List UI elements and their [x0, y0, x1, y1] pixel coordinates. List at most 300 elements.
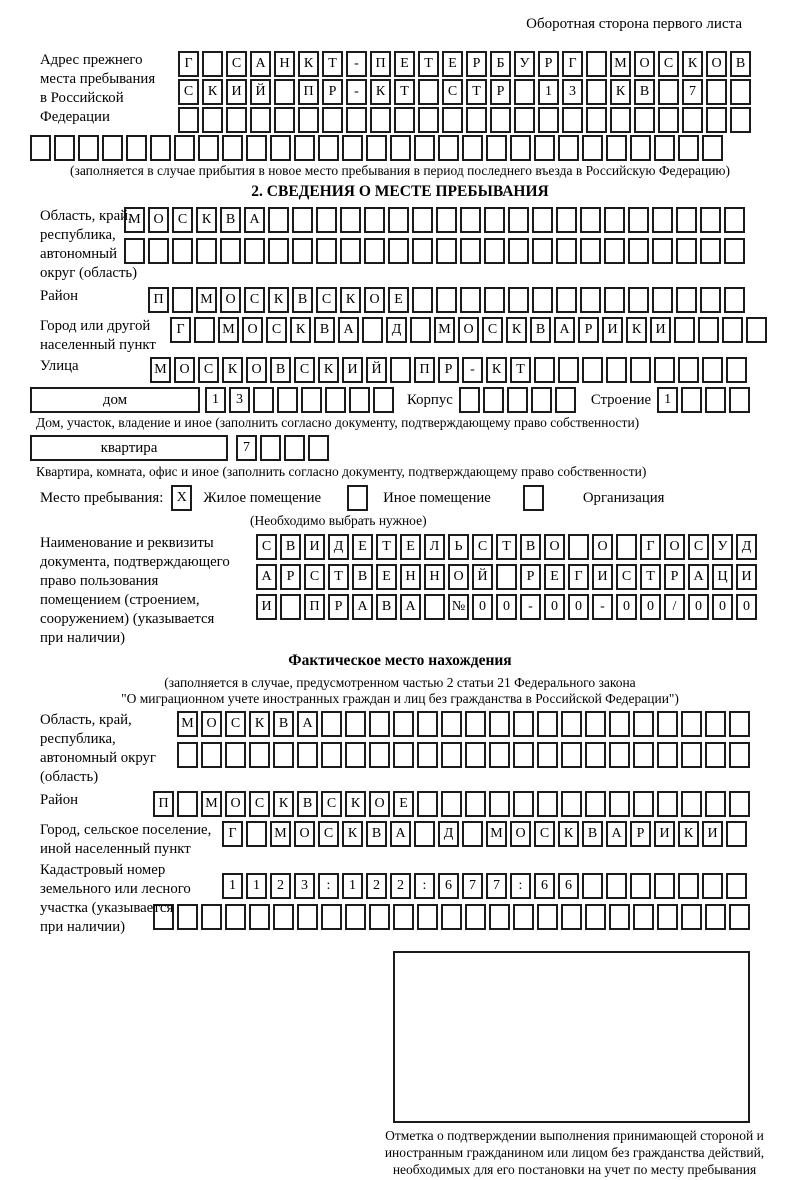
char-cell[interactable]	[260, 435, 281, 461]
char-cell[interactable]	[417, 742, 438, 768]
char-cell[interactable]	[202, 107, 223, 133]
char-cell[interactable]: Г	[640, 534, 661, 560]
char-cell[interactable]	[606, 357, 627, 383]
char-cell[interactable]	[273, 742, 294, 768]
char-cell[interactable]: О	[364, 287, 385, 313]
char-cell[interactable]	[705, 904, 726, 930]
char-cell[interactable]	[513, 904, 534, 930]
char-cell[interactable]	[462, 135, 483, 161]
char-cell[interactable]: П	[414, 357, 435, 383]
char-cell[interactable]	[606, 135, 627, 161]
char-cell[interactable]: Т	[510, 357, 531, 383]
char-cell[interactable]	[682, 107, 703, 133]
char-cell[interactable]: С	[178, 79, 199, 105]
char-cell[interactable]: 2	[270, 873, 291, 899]
char-cell[interactable]	[633, 742, 654, 768]
char-cell[interactable]	[438, 135, 459, 161]
char-cell[interactable]	[466, 107, 487, 133]
char-cell[interactable]	[604, 238, 625, 264]
char-cell[interactable]	[534, 135, 555, 161]
char-cell[interactable]	[465, 742, 486, 768]
char-cell[interactable]	[724, 207, 745, 233]
char-cell[interactable]	[514, 107, 535, 133]
char-cell[interactable]	[630, 873, 651, 899]
char-cell[interactable]	[418, 79, 439, 105]
char-cell[interactable]	[705, 742, 726, 768]
char-cell[interactable]	[538, 107, 559, 133]
char-cell[interactable]	[345, 742, 366, 768]
char-cell[interactable]: С	[266, 317, 287, 343]
char-cell[interactable]	[628, 238, 649, 264]
char-cell[interactable]	[270, 135, 291, 161]
char-cell[interactable]: Й	[472, 564, 493, 590]
char-cell[interactable]: К	[342, 821, 363, 847]
char-cell[interactable]	[606, 873, 627, 899]
char-cell[interactable]	[585, 742, 606, 768]
char-cell[interactable]: В	[292, 287, 313, 313]
char-cell[interactable]	[418, 107, 439, 133]
char-cell[interactable]	[730, 79, 751, 105]
char-cell[interactable]	[442, 107, 463, 133]
char-cell[interactable]: М	[124, 207, 145, 233]
char-cell[interactable]	[393, 711, 414, 737]
char-cell[interactable]	[345, 904, 366, 930]
char-cell[interactable]	[706, 107, 727, 133]
char-cell[interactable]	[633, 791, 654, 817]
char-cell[interactable]	[604, 287, 625, 313]
char-cell[interactable]	[582, 135, 603, 161]
char-cell[interactable]	[729, 904, 750, 930]
char-cell[interactable]: И	[256, 594, 277, 620]
char-cell[interactable]: Т	[394, 79, 415, 105]
char-cell[interactable]	[277, 387, 298, 413]
char-cell[interactable]	[178, 107, 199, 133]
char-cell[interactable]	[657, 904, 678, 930]
char-cell[interactable]: 1	[205, 387, 226, 413]
char-cell[interactable]: Д	[386, 317, 407, 343]
char-cell[interactable]	[561, 711, 582, 737]
char-cell[interactable]	[249, 742, 270, 768]
char-cell[interactable]	[370, 107, 391, 133]
char-cell[interactable]	[658, 79, 679, 105]
char-cell[interactable]	[394, 107, 415, 133]
char-cell[interactable]: 0	[712, 594, 733, 620]
char-cell[interactable]: Н	[274, 51, 295, 77]
char-cell[interactable]	[177, 791, 198, 817]
char-cell[interactable]	[417, 791, 438, 817]
char-cell[interactable]: 2	[390, 873, 411, 899]
char-cell[interactable]	[369, 742, 390, 768]
char-cell[interactable]	[316, 207, 337, 233]
char-cell[interactable]	[177, 742, 198, 768]
char-cell[interactable]: С	[244, 287, 265, 313]
char-cell[interactable]: Р	[578, 317, 599, 343]
char-cell[interactable]: К	[678, 821, 699, 847]
char-cell[interactable]	[225, 904, 246, 930]
char-cell[interactable]	[489, 711, 510, 737]
char-cell[interactable]	[78, 135, 99, 161]
char-cell[interactable]: С	[318, 821, 339, 847]
char-cell[interactable]: С	[658, 51, 679, 77]
char-cell[interactable]	[292, 207, 313, 233]
checkbox-organization[interactable]	[523, 485, 544, 511]
char-cell[interactable]	[322, 107, 343, 133]
char-cell[interactable]: М	[196, 287, 217, 313]
char-cell[interactable]	[460, 207, 481, 233]
char-cell[interactable]	[537, 791, 558, 817]
char-cell[interactable]: А	[338, 317, 359, 343]
char-cell[interactable]: Д	[736, 534, 757, 560]
char-cell[interactable]	[460, 238, 481, 264]
char-cell[interactable]: И	[304, 534, 325, 560]
char-cell[interactable]	[301, 387, 322, 413]
char-cell[interactable]	[414, 821, 435, 847]
char-cell[interactable]	[388, 207, 409, 233]
char-cell[interactable]	[654, 135, 675, 161]
char-cell[interactable]	[616, 534, 637, 560]
char-cell[interactable]	[441, 742, 462, 768]
char-cell[interactable]	[369, 711, 390, 737]
char-cell[interactable]	[657, 742, 678, 768]
char-cell[interactable]: В	[366, 821, 387, 847]
char-cell[interactable]	[556, 238, 577, 264]
char-cell[interactable]	[726, 873, 747, 899]
char-cell[interactable]	[390, 357, 411, 383]
char-cell[interactable]	[555, 387, 576, 413]
char-cell[interactable]	[513, 791, 534, 817]
char-cell[interactable]	[585, 791, 606, 817]
char-cell[interactable]: М	[434, 317, 455, 343]
char-cell[interactable]	[268, 238, 289, 264]
char-cell[interactable]	[410, 317, 431, 343]
char-cell[interactable]: Е	[388, 287, 409, 313]
char-cell[interactable]	[364, 238, 385, 264]
char-cell[interactable]	[424, 594, 445, 620]
char-cell[interactable]	[705, 387, 726, 413]
char-cell[interactable]: К	[626, 317, 647, 343]
char-cell[interactable]: П	[148, 287, 169, 313]
char-cell[interactable]	[102, 135, 123, 161]
char-cell[interactable]: 7	[236, 435, 257, 461]
char-cell[interactable]: Р	[490, 79, 511, 105]
char-cell[interactable]: И	[650, 317, 671, 343]
char-cell[interactable]	[537, 711, 558, 737]
char-cell[interactable]: В	[376, 594, 397, 620]
char-cell[interactable]	[226, 107, 247, 133]
char-cell[interactable]	[678, 873, 699, 899]
char-cell[interactable]	[30, 135, 51, 161]
char-cell[interactable]: 0	[616, 594, 637, 620]
char-cell[interactable]	[586, 51, 607, 77]
char-cell[interactable]	[681, 904, 702, 930]
char-cell[interactable]: 6	[438, 873, 459, 899]
char-cell[interactable]	[510, 135, 531, 161]
char-cell[interactable]	[412, 238, 433, 264]
char-cell[interactable]: К	[318, 357, 339, 383]
char-cell[interactable]: В	[297, 791, 318, 817]
char-cell[interactable]	[172, 287, 193, 313]
char-cell[interactable]	[674, 317, 695, 343]
char-cell[interactable]	[537, 904, 558, 930]
char-cell[interactable]	[604, 207, 625, 233]
char-cell[interactable]: В	[530, 317, 551, 343]
char-cell[interactable]: Р	[520, 564, 541, 590]
char-cell[interactable]	[724, 238, 745, 264]
char-cell[interactable]	[489, 904, 510, 930]
char-cell[interactable]	[531, 387, 552, 413]
char-cell[interactable]: О	[242, 317, 263, 343]
char-cell[interactable]	[633, 711, 654, 737]
char-cell[interactable]	[609, 742, 630, 768]
char-cell[interactable]: И	[654, 821, 675, 847]
char-cell[interactable]	[657, 711, 678, 737]
char-cell[interactable]	[253, 387, 274, 413]
char-cell[interactable]	[393, 742, 414, 768]
char-cell[interactable]: Р	[438, 357, 459, 383]
char-cell[interactable]: А	[297, 711, 318, 737]
char-cell[interactable]	[340, 238, 361, 264]
char-cell[interactable]: К	[506, 317, 527, 343]
char-cell[interactable]	[628, 207, 649, 233]
char-cell[interactable]	[726, 357, 747, 383]
char-cell[interactable]: 6	[534, 873, 555, 899]
char-cell[interactable]: В	[582, 821, 603, 847]
char-cell[interactable]: С	[304, 564, 325, 590]
char-cell[interactable]: О	[544, 534, 565, 560]
char-cell[interactable]: С	[321, 791, 342, 817]
char-cell[interactable]: С	[688, 534, 709, 560]
char-cell[interactable]: В	[634, 79, 655, 105]
char-cell[interactable]: Е	[394, 51, 415, 77]
char-cell[interactable]: Ц	[712, 564, 733, 590]
char-cell[interactable]	[678, 135, 699, 161]
char-cell[interactable]: Р	[466, 51, 487, 77]
char-cell[interactable]: 0	[472, 594, 493, 620]
char-cell[interactable]	[489, 742, 510, 768]
char-cell[interactable]: К	[273, 791, 294, 817]
char-cell[interactable]	[514, 79, 535, 105]
char-cell[interactable]	[325, 387, 346, 413]
char-cell[interactable]: 7	[462, 873, 483, 899]
char-cell[interactable]: Н	[424, 564, 445, 590]
char-cell[interactable]: Г	[562, 51, 583, 77]
char-cell[interactable]: Т	[466, 79, 487, 105]
char-cell[interactable]: К	[290, 317, 311, 343]
char-cell[interactable]	[244, 238, 265, 264]
char-cell[interactable]: О	[592, 534, 613, 560]
char-cell[interactable]: Т	[496, 534, 517, 560]
char-cell[interactable]	[537, 742, 558, 768]
char-cell[interactable]: С	[472, 534, 493, 560]
char-cell[interactable]	[390, 135, 411, 161]
char-cell[interactable]: П	[304, 594, 325, 620]
char-cell[interactable]	[702, 357, 723, 383]
char-cell[interactable]	[459, 387, 480, 413]
char-cell[interactable]: -	[520, 594, 541, 620]
char-cell[interactable]	[462, 821, 483, 847]
char-cell[interactable]	[681, 742, 702, 768]
char-cell[interactable]: Г	[222, 821, 243, 847]
char-cell[interactable]: М	[486, 821, 507, 847]
char-cell[interactable]	[150, 135, 171, 161]
char-cell[interactable]	[654, 357, 675, 383]
char-cell[interactable]	[630, 135, 651, 161]
char-cell[interactable]: Е	[544, 564, 565, 590]
char-cell[interactable]	[412, 287, 433, 313]
char-cell[interactable]	[202, 51, 223, 77]
char-cell[interactable]	[194, 317, 215, 343]
char-cell[interactable]	[369, 904, 390, 930]
char-cell[interactable]	[297, 742, 318, 768]
char-cell[interactable]: Т	[322, 51, 343, 77]
char-cell[interactable]: О	[634, 51, 655, 77]
char-cell[interactable]: О	[174, 357, 195, 383]
char-cell[interactable]: К	[222, 357, 243, 383]
char-cell[interactable]	[268, 207, 289, 233]
char-cell[interactable]	[700, 238, 721, 264]
char-cell[interactable]: 0	[544, 594, 565, 620]
char-cell[interactable]: М	[201, 791, 222, 817]
char-cell[interactable]	[582, 357, 603, 383]
char-cell[interactable]: А	[400, 594, 421, 620]
char-cell[interactable]: Р	[280, 564, 301, 590]
char-cell[interactable]: :	[318, 873, 339, 899]
char-cell[interactable]	[126, 135, 147, 161]
char-cell[interactable]	[630, 357, 651, 383]
char-cell[interactable]: Т	[328, 564, 349, 590]
char-cell[interactable]: О	[220, 287, 241, 313]
char-cell[interactable]	[246, 135, 267, 161]
char-cell[interactable]	[702, 873, 723, 899]
char-cell[interactable]	[729, 791, 750, 817]
char-cell[interactable]: 0	[688, 594, 709, 620]
char-cell[interactable]: Б	[490, 51, 511, 77]
char-cell[interactable]	[706, 79, 727, 105]
char-cell[interactable]	[513, 742, 534, 768]
char-cell[interactable]	[486, 135, 507, 161]
char-cell[interactable]: Р	[328, 594, 349, 620]
char-cell[interactable]: В	[220, 207, 241, 233]
char-cell[interactable]: 1	[538, 79, 559, 105]
char-cell[interactable]: Е	[393, 791, 414, 817]
char-cell[interactable]	[507, 387, 528, 413]
char-cell[interactable]: Й	[250, 79, 271, 105]
char-cell[interactable]: М	[218, 317, 239, 343]
char-cell[interactable]	[201, 742, 222, 768]
char-cell[interactable]	[513, 711, 534, 737]
char-cell[interactable]	[198, 135, 219, 161]
char-cell[interactable]	[609, 711, 630, 737]
char-cell[interactable]	[366, 135, 387, 161]
char-cell[interactable]: М	[177, 711, 198, 737]
char-cell[interactable]: А	[352, 594, 373, 620]
char-cell[interactable]: А	[606, 821, 627, 847]
char-cell[interactable]: К	[486, 357, 507, 383]
char-cell[interactable]: К	[345, 791, 366, 817]
char-cell[interactable]: У	[514, 51, 535, 77]
char-cell[interactable]	[558, 357, 579, 383]
char-cell[interactable]: П	[298, 79, 319, 105]
char-cell[interactable]	[676, 287, 697, 313]
char-cell[interactable]: О	[664, 534, 685, 560]
char-cell[interactable]: 7	[682, 79, 703, 105]
char-cell[interactable]	[558, 135, 579, 161]
char-cell[interactable]	[729, 742, 750, 768]
char-cell[interactable]: И	[736, 564, 757, 590]
char-cell[interactable]	[681, 711, 702, 737]
char-cell[interactable]	[316, 238, 337, 264]
char-cell[interactable]: П	[153, 791, 174, 817]
char-cell[interactable]	[534, 357, 555, 383]
char-cell[interactable]: М	[270, 821, 291, 847]
char-cell[interactable]	[249, 904, 270, 930]
char-cell[interactable]	[436, 287, 457, 313]
char-cell[interactable]	[284, 435, 305, 461]
char-cell[interactable]	[484, 287, 505, 313]
char-cell[interactable]: В	[270, 357, 291, 383]
char-cell[interactable]	[585, 904, 606, 930]
char-cell[interactable]	[321, 711, 342, 737]
char-cell[interactable]	[417, 711, 438, 737]
char-cell[interactable]: О	[148, 207, 169, 233]
char-cell[interactable]	[342, 135, 363, 161]
char-cell[interactable]: №	[448, 594, 469, 620]
char-cell[interactable]: И	[592, 564, 613, 590]
char-cell[interactable]	[484, 238, 505, 264]
char-cell[interactable]	[412, 207, 433, 233]
char-cell[interactable]: О	[458, 317, 479, 343]
char-cell[interactable]: Г	[568, 564, 589, 590]
char-cell[interactable]	[201, 904, 222, 930]
char-cell[interactable]: М	[610, 51, 631, 77]
char-cell[interactable]	[652, 287, 673, 313]
char-cell[interactable]: В	[352, 564, 373, 590]
char-cell[interactable]	[362, 317, 383, 343]
char-cell[interactable]: В	[280, 534, 301, 560]
char-cell[interactable]	[196, 238, 217, 264]
char-cell[interactable]: С	[482, 317, 503, 343]
char-cell[interactable]	[220, 238, 241, 264]
char-cell[interactable]	[250, 107, 271, 133]
char-cell[interactable]: Д	[328, 534, 349, 560]
char-cell[interactable]: О	[369, 791, 390, 817]
char-cell[interactable]: Ь	[448, 534, 469, 560]
char-cell[interactable]	[652, 238, 673, 264]
char-cell[interactable]	[658, 107, 679, 133]
char-cell[interactable]	[225, 742, 246, 768]
char-cell[interactable]: К	[249, 711, 270, 737]
char-cell[interactable]	[393, 904, 414, 930]
char-cell[interactable]	[556, 207, 577, 233]
char-cell[interactable]: А	[250, 51, 271, 77]
char-cell[interactable]	[729, 711, 750, 737]
char-cell[interactable]: Л	[424, 534, 445, 560]
char-cell[interactable]: И	[226, 79, 247, 105]
char-cell[interactable]: А	[256, 564, 277, 590]
char-cell[interactable]	[346, 107, 367, 133]
char-cell[interactable]	[308, 435, 329, 461]
char-cell[interactable]: У	[712, 534, 733, 560]
char-cell[interactable]	[465, 711, 486, 737]
char-cell[interactable]: Т	[376, 534, 397, 560]
char-cell[interactable]: К	[298, 51, 319, 77]
char-cell[interactable]	[274, 79, 295, 105]
char-cell[interactable]	[562, 107, 583, 133]
char-cell[interactable]: :	[510, 873, 531, 899]
char-cell[interactable]	[490, 107, 511, 133]
char-cell[interactable]: Н	[400, 564, 421, 590]
char-cell[interactable]	[274, 107, 295, 133]
